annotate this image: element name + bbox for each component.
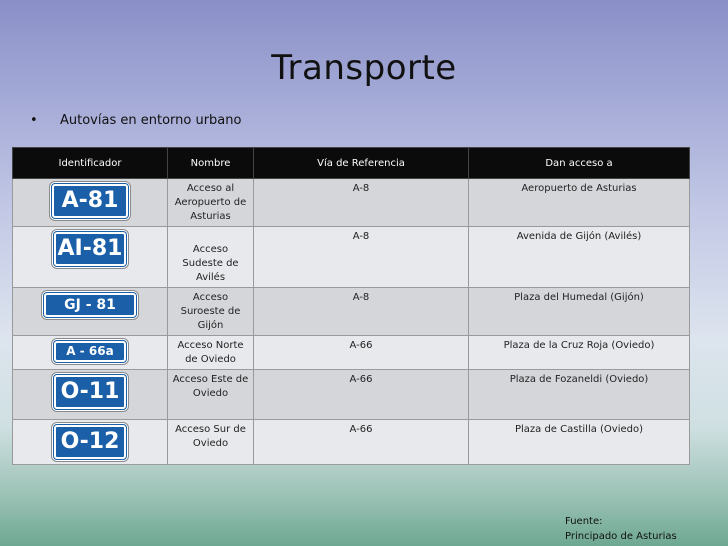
bullet-item xyxy=(30,113,241,128)
acceso-cell: Aeropuerto de Asturias xyxy=(469,179,690,227)
acceso-cell: Plaza de Fozaneldi (Oviedo) xyxy=(469,370,690,420)
road-sign-label: A - 66a xyxy=(54,341,126,362)
bullet-text: Autovías en entorno urbano xyxy=(60,113,242,128)
source-label: Fuente: xyxy=(565,516,603,527)
header-nombre: Nombre xyxy=(168,148,254,179)
table-row xyxy=(13,336,690,370)
nombre-cell: Acceso Norte de Oviedo xyxy=(168,336,254,370)
road-sign-label: AI-81 xyxy=(54,232,126,266)
via-cell: A-66 xyxy=(254,370,469,420)
via-cell: A-8 xyxy=(254,227,469,288)
table-row xyxy=(13,288,690,336)
acceso-cell: Plaza de la Cruz Roja (Oviedo) xyxy=(469,336,690,370)
via-cell: A-66 xyxy=(254,420,469,465)
table-row xyxy=(13,227,690,288)
header-via-referencia: Vía de Referencia xyxy=(254,148,469,179)
road-sign xyxy=(52,230,128,268)
identificador-cell xyxy=(13,179,168,227)
via-cell: A-8 xyxy=(254,288,469,336)
identificador-cell xyxy=(13,288,168,336)
identificador-cell xyxy=(13,420,168,465)
road-sign-label: O-11 xyxy=(54,375,126,409)
header-dan-acceso: Dan acceso a xyxy=(469,148,690,179)
table-row xyxy=(13,179,690,227)
source-name: Principado de Asturias xyxy=(565,531,677,542)
nombre-cell: Acceso Sudeste de Avilés xyxy=(168,227,254,288)
nombre-cell: Acceso Suroeste de Gijón xyxy=(168,288,254,336)
road-sign-label: A-81 xyxy=(52,184,128,218)
road-sign xyxy=(52,373,128,411)
road-sign-label: O-12 xyxy=(54,425,126,459)
slide-title: Transporte xyxy=(271,48,457,88)
bullet-symbol: • xyxy=(30,113,38,128)
table-row xyxy=(13,370,690,420)
via-cell: A-8 xyxy=(254,179,469,227)
acceso-cell: Plaza del Humedal (Gijón) xyxy=(469,288,690,336)
nombre-cell: Acceso al Aeropuerto de Asturias xyxy=(168,179,254,227)
road-sign xyxy=(50,182,130,220)
table-row xyxy=(13,420,690,465)
road-sign xyxy=(52,339,128,364)
identificador-cell xyxy=(13,370,168,420)
acceso-cell: Plaza de Castilla (Oviedo) xyxy=(469,420,690,465)
table-header-row xyxy=(13,148,690,179)
autovias-table xyxy=(12,147,690,465)
road-sign-label: GJ - 81 xyxy=(44,293,136,317)
nombre-cell: Acceso Sur de Oviedo xyxy=(168,420,254,465)
identificador-cell xyxy=(13,336,168,370)
nombre-cell: Acceso Este de Oviedo xyxy=(168,370,254,420)
header-identificador: Identificador xyxy=(13,148,168,179)
via-cell: A-66 xyxy=(254,336,469,370)
identificador-cell xyxy=(13,227,168,288)
road-sign xyxy=(52,423,128,461)
source-note xyxy=(565,514,677,544)
road-sign xyxy=(42,291,138,319)
acceso-cell: Avenida de Gijón (Avilés) xyxy=(469,227,690,288)
